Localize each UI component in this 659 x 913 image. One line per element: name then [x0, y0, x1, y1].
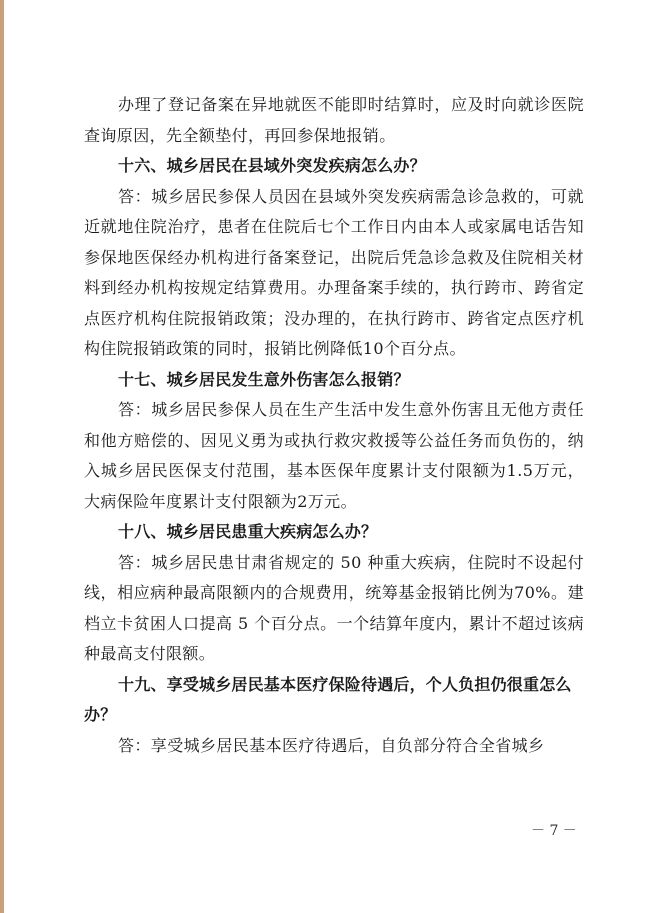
answer-section-18: 答：城乡居民患甘肃省规定的 50 种重大疾病，住院时不设起付线，相应病种最高限额内的合规费用，统筹基金报销比例为70%。建档立卡贫困人口提高 5 个百分点。一个结算年度内，累计不超过该病种最高支付限额。 [84, 552, 584, 663]
heading-section-19: 十九、享受城乡居民基本医疗保险待遇后，个人负担仍很重怎么办？ [84, 674, 572, 724]
answer-section-17: 答：城乡居民参保人员在生产生活中发生意外伤害且无他方责任和他方赔偿的、因见义勇为或执行救灾救援等公益任务而负伤的，纳入城乡居民医保支付范围，基本医保年度累计支付限额为1.5万元，大病保险年度累计支付限额为2万元。 [84, 400, 584, 511]
page-edge-stripe [0, 0, 4, 913]
answer-section-16: 答：城乡居民参保人员因在县域外突发疾病需急诊急救的，可就近就地住院治疗，患者在住院后七个工作日内由本人或家属电话告知参保地医保经办机构进行备案登记，出院后凭急诊急救及住院相关材料到经办机构按规定结算费用。办理备案手续的，执行跨市、跨省定点医疗机构住院报销政策；没办理的，在执行跨市、跨省定点医疗机构住院报销政策的同时，报销比例降低10个百分点。 [84, 186, 584, 358]
paragraph-intro: 办理了登记备案在异地就医不能即时结算时，应及时向就诊医院查询原因，先全额垫付，再回参保地报销。 [84, 95, 584, 145]
heading-section-18: 十八、城乡居民患重大疾病怎么办？ [118, 522, 378, 541]
heading-section-16: 十六、城乡居民在县域外突发疾病怎么办？ [118, 156, 426, 175]
answer-section-19: 答：享受城乡居民基本医疗待遇后，自负部分符合全省城乡 [118, 735, 545, 755]
heading-section-17: 十七、城乡居民发生意外伤害怎么报销？ [118, 369, 410, 389]
page-number: － 7 － [531, 823, 577, 839]
document-page [84, 90, 584, 761]
